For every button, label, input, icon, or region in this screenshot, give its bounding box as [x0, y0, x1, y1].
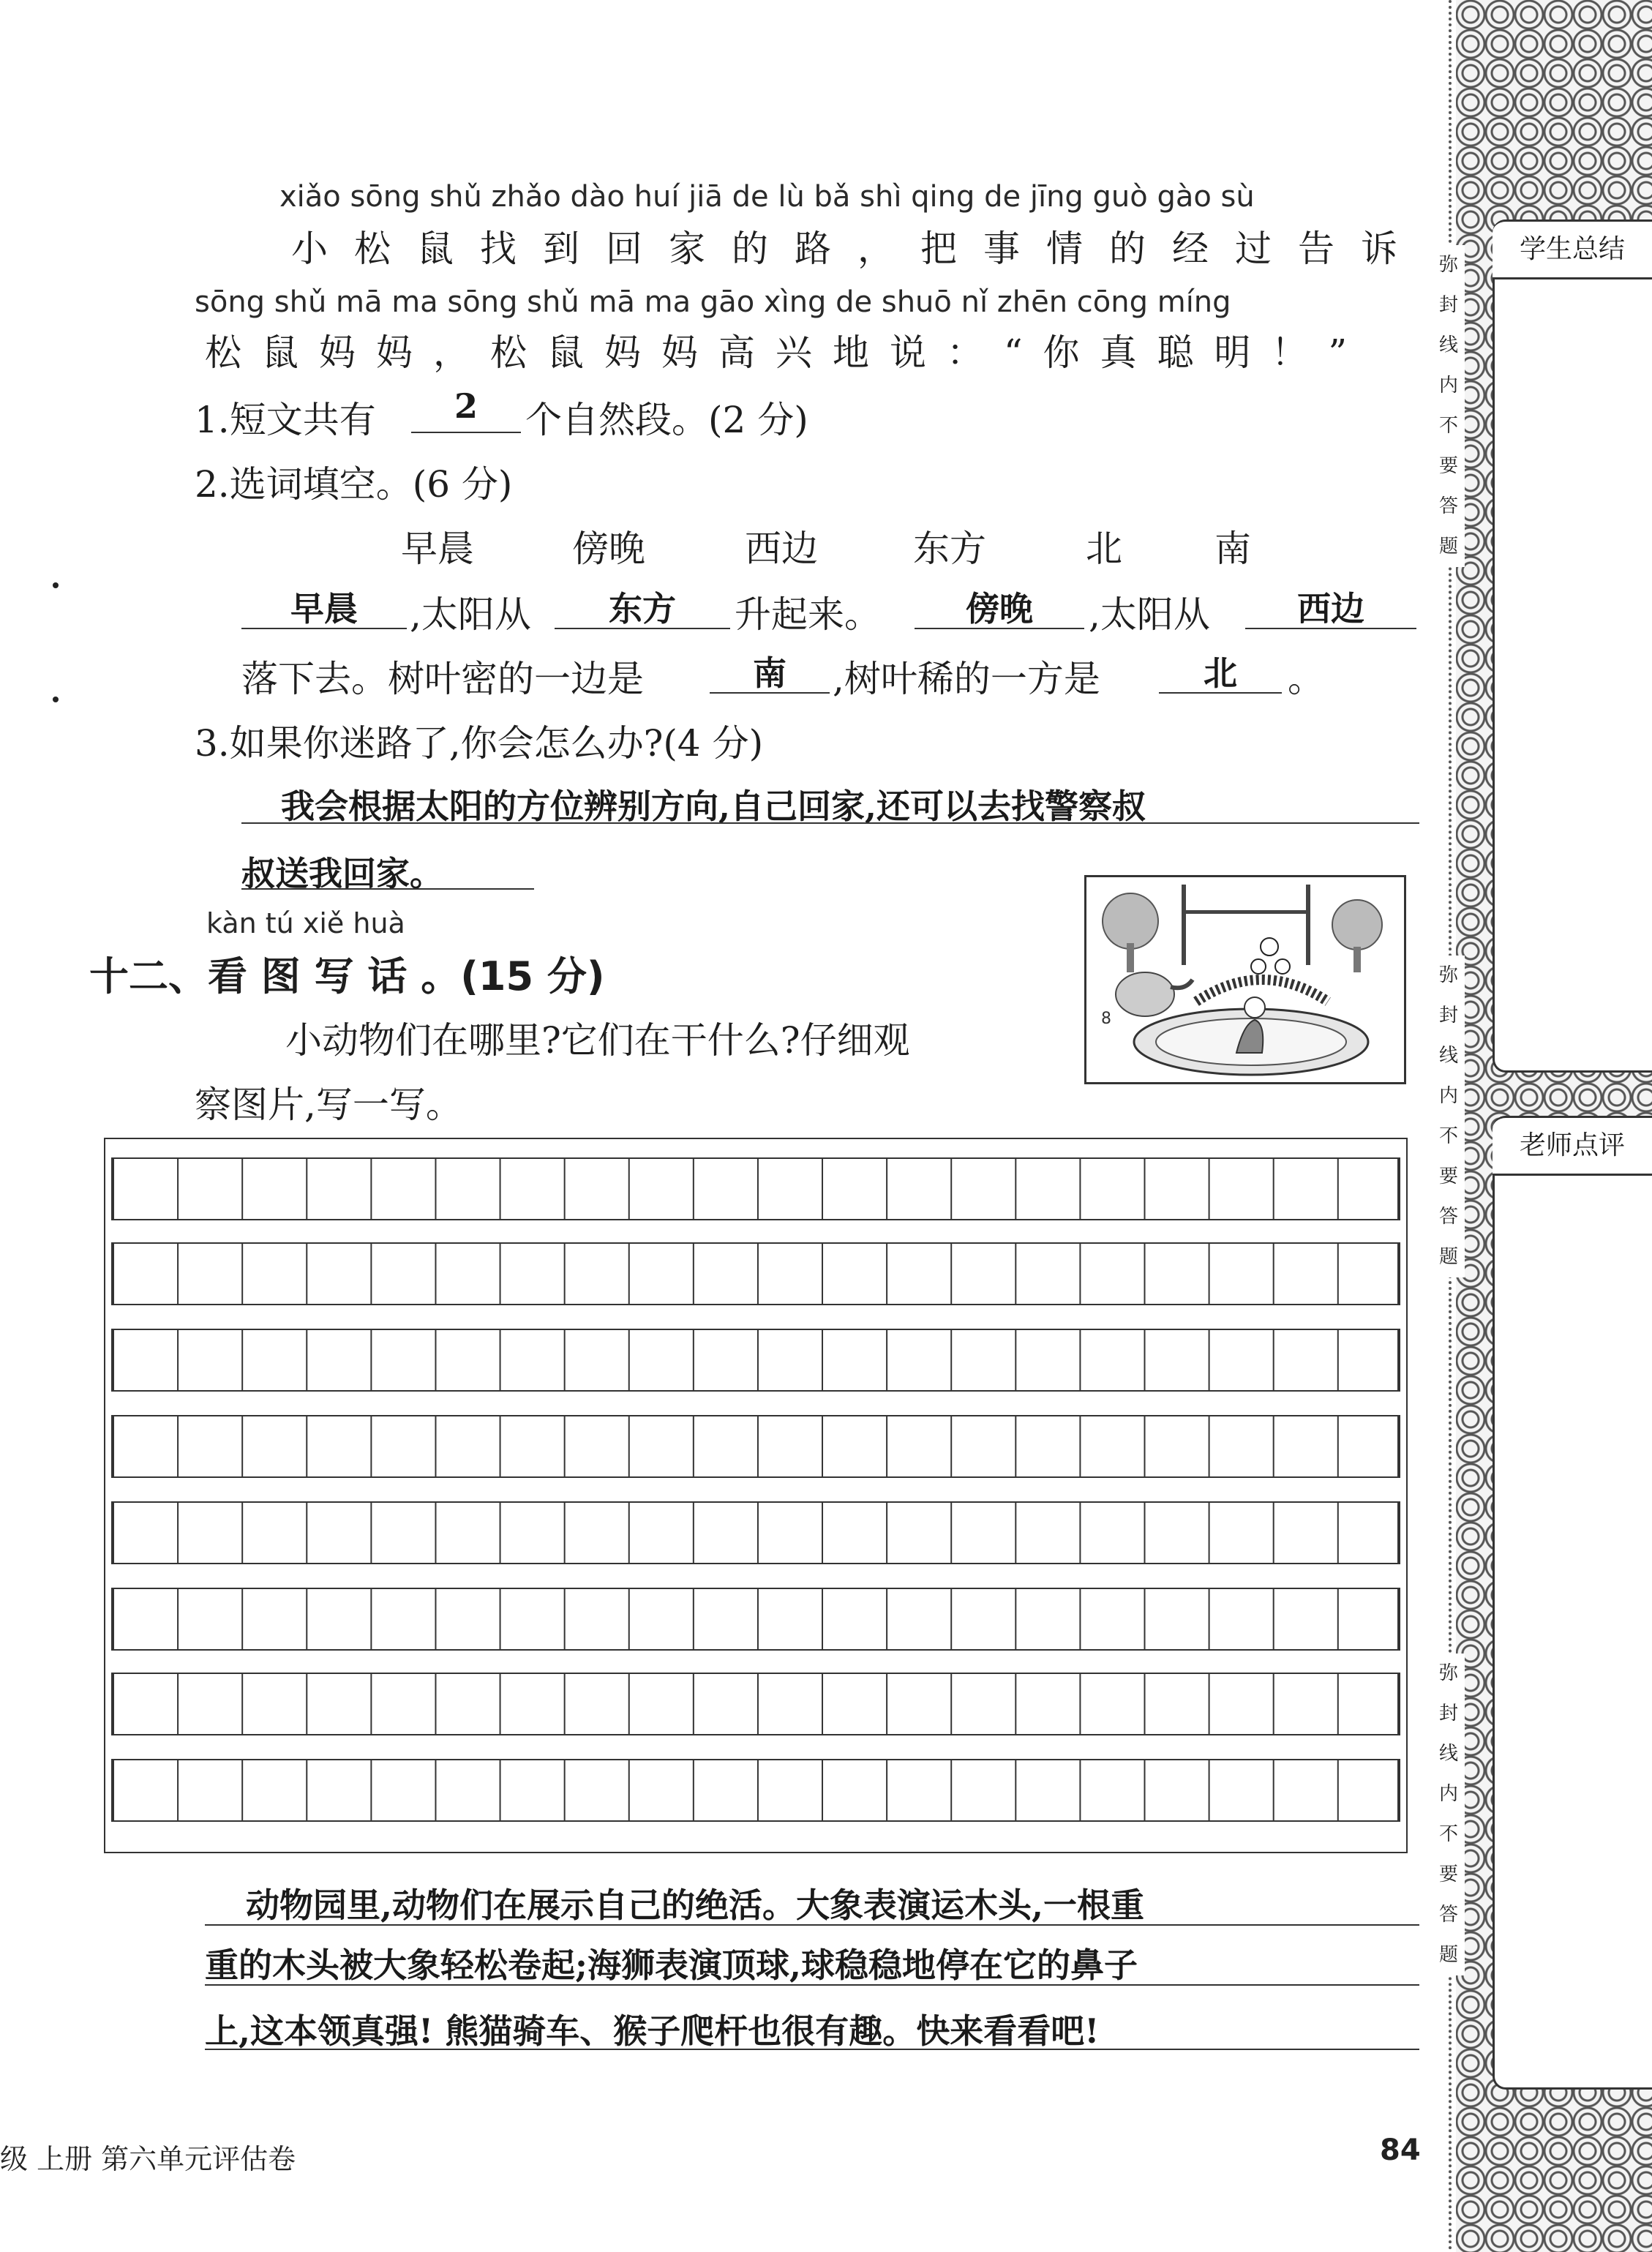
grid-row [111, 1242, 1400, 1305]
student-summary-panel [1493, 219, 1652, 1073]
q2-text-1: ,太阳从 [410, 593, 531, 636]
grid-row [111, 1588, 1400, 1651]
composition-line-3: 上,这本领真强! 熊猫骑车、猴子爬杆也很有趣。快来看看吧! [205, 2011, 1100, 2051]
teacher-comment-panel [1493, 1116, 1652, 2090]
pinyin-line-1: xiǎo sōng shǔ zhǎo dào huí jiā de lù bǎ shì qing de jīng guò gào sù [279, 180, 1255, 214]
section12-title: 十二、看 图 写 话 。(15 分) [89, 953, 605, 999]
page-number: 84 [1380, 2133, 1421, 2167]
section12-prompt-1: 小动物们在哪里?它们在干什么?仔细观 [285, 1019, 910, 1062]
q2-text-4: 落下去。树叶密的一边是 [241, 658, 644, 700]
student-summary-title: 学生总结 [1493, 219, 1652, 279]
svg-text:8: 8 [1101, 1010, 1111, 1028]
composition-rule-3 [205, 2049, 1419, 2050]
composition-line-2: 重的木头被大象轻松卷起;海狮表演顶球,球稳稳地停在它的鼻子 [205, 1945, 1138, 1985]
grid-row [111, 1415, 1400, 1478]
q2-text-5: ,树叶稀的一方是 [833, 658, 1100, 700]
section12-prompt-2: 察图片,写一写。 [195, 1084, 462, 1126]
q3-answer-rule-2 [241, 888, 534, 890]
q3-answer-line-1: 我会根据太阳的方位辨别方向,自己回家,还可以去找警察叔 [281, 787, 1146, 826]
choice-6: 南 [1214, 528, 1251, 570]
grid-row [111, 1673, 1400, 1735]
q2-text-6: 。 [1288, 658, 1324, 700]
grid-row [111, 1329, 1400, 1392]
composition-rule-2 [205, 1984, 1419, 1986]
section12-pinyin: kàn tú xiě huà [206, 907, 405, 939]
q2-blank-6: 北 [1159, 647, 1282, 694]
seal-text-1: 弥封线内不要答题 [1433, 245, 1465, 567]
seal-text-2: 弥封线内不要答题 [1433, 956, 1465, 1277]
footer-book-info: 级 上册 第六单元评估卷 [0, 2143, 296, 2175]
q3-prompt: 3.如果你迷路了,你会怎么办?(4 分) [195, 722, 764, 765]
q2-blank-2: 东方 [555, 582, 730, 629]
grid-row [111, 1501, 1400, 1564]
margin-dot [53, 697, 59, 702]
composition-rule-1 [205, 1924, 1419, 1926]
q3-answer-line-2: 叔送我回家。 [241, 854, 443, 893]
grid-row [111, 1157, 1400, 1220]
q2-blank-5: 南 [710, 647, 830, 694]
q1-text-after: 个自然段。(2 分) [525, 399, 808, 441]
choice-3: 西边 [745, 528, 818, 570]
choice-5: 北 [1086, 528, 1122, 570]
choice-4: 东方 [913, 528, 986, 570]
q2-prompt: 2.选词填空。(6 分) [195, 463, 513, 506]
choice-1: 早晨 [401, 528, 474, 570]
composition-line-1: 动物园里,动物们在展示自己的绝活。大象表演运木头,一根重 [246, 1885, 1145, 1925]
teacher-comment-title: 老师点评 [1493, 1116, 1652, 1176]
q2-text-3: ,太阳从 [1089, 593, 1210, 636]
q3-answer-rule-1 [241, 822, 1419, 824]
q1-answer: 2 [411, 386, 521, 433]
zoo-illustration [1084, 875, 1406, 1084]
q1-text-before: 1.短文共有 [195, 399, 376, 441]
q2-text-2: 升起来。 [735, 593, 881, 636]
passage-line-1: 小松鼠找到回家的路，把事情的经过告诉 [291, 228, 1424, 270]
grid-row [111, 1759, 1400, 1822]
margin-dot [53, 582, 59, 588]
zoo-scene-drawing [1086, 877, 1404, 1082]
q2-blank-3: 傍晚 [915, 582, 1084, 629]
pinyin-line-2: sōng shǔ mā ma sōng shǔ mā ma gāo xìng de shuō nǐ zhēn cōng míng [195, 285, 1231, 319]
q2-blank-1: 早晨 [241, 582, 407, 629]
seal-text-3: 弥封线内不要答题 [1433, 1654, 1465, 1975]
passage-line-2: 松鼠妈妈，松鼠妈妈高兴地说：“你真聪明！” [205, 331, 1368, 374]
choice-2: 傍晚 [572, 528, 645, 570]
q2-blank-4: 西边 [1245, 582, 1416, 629]
